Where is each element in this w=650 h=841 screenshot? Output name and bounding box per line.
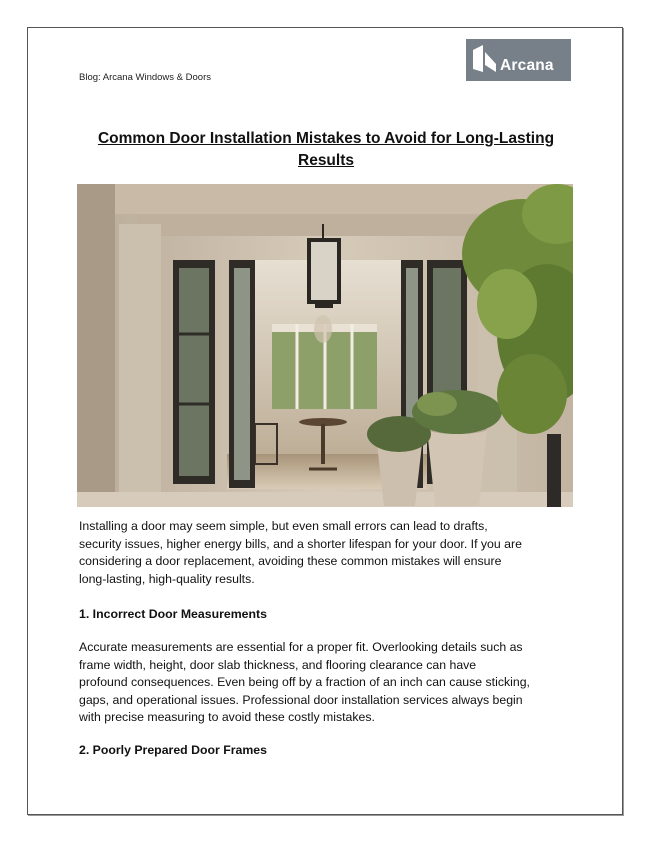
hero-image: [77, 184, 573, 507]
intro-line-2: security issues, higher energy bills, and a shorter lifespan for your door. If you are: [79, 536, 522, 551]
intro-line-1: Installing a door may seem simple, but even small errors can lead to drafts,: [79, 519, 488, 533]
intro-line-4: long-lasting, high-quality results.: [79, 571, 255, 586]
door-entrance-illustration: [77, 184, 573, 507]
section-1-paragraph: [79, 639, 579, 727]
title-line-1: Common Door Installation Mistakes to Avoid for Long-Lasting: [97, 130, 555, 147]
intro-paragraph: [79, 518, 579, 588]
section-1-line-5: with precise measuring to avoid these costly mistakes.: [79, 710, 375, 724]
intro-line-3: considering a door replacement, avoiding these common mistakes will ensure: [79, 554, 502, 568]
section-1-line-4: gaps, and operational issues. Professional door installation services always begin: [79, 692, 523, 707]
section-2-heading: 2. Poorly Prepared Door Frames: [79, 743, 267, 757]
arcana-logo-mark-icon: [470, 42, 500, 78]
section-1-line-1: Accurate measurements are essential for a proper fit. Overlooking details such as: [79, 640, 523, 654]
blog-label: Blog: Arcana Windows & Doors: [79, 72, 212, 83]
section-1-line-2: frame width, height, door slab thickness, and flooring clearance can have: [79, 657, 477, 672]
logo-text: Arcana: [500, 57, 554, 74]
title-line-2: Results: [298, 152, 354, 169]
article-title: [79, 128, 573, 172]
section-1-line-3: profound consequences. Even being off by a fraction of an inch can cause sticking,: [79, 675, 530, 689]
arcana-logo: [466, 39, 571, 81]
section-1-heading: 1. Incorrect Door Measurements: [79, 607, 267, 621]
